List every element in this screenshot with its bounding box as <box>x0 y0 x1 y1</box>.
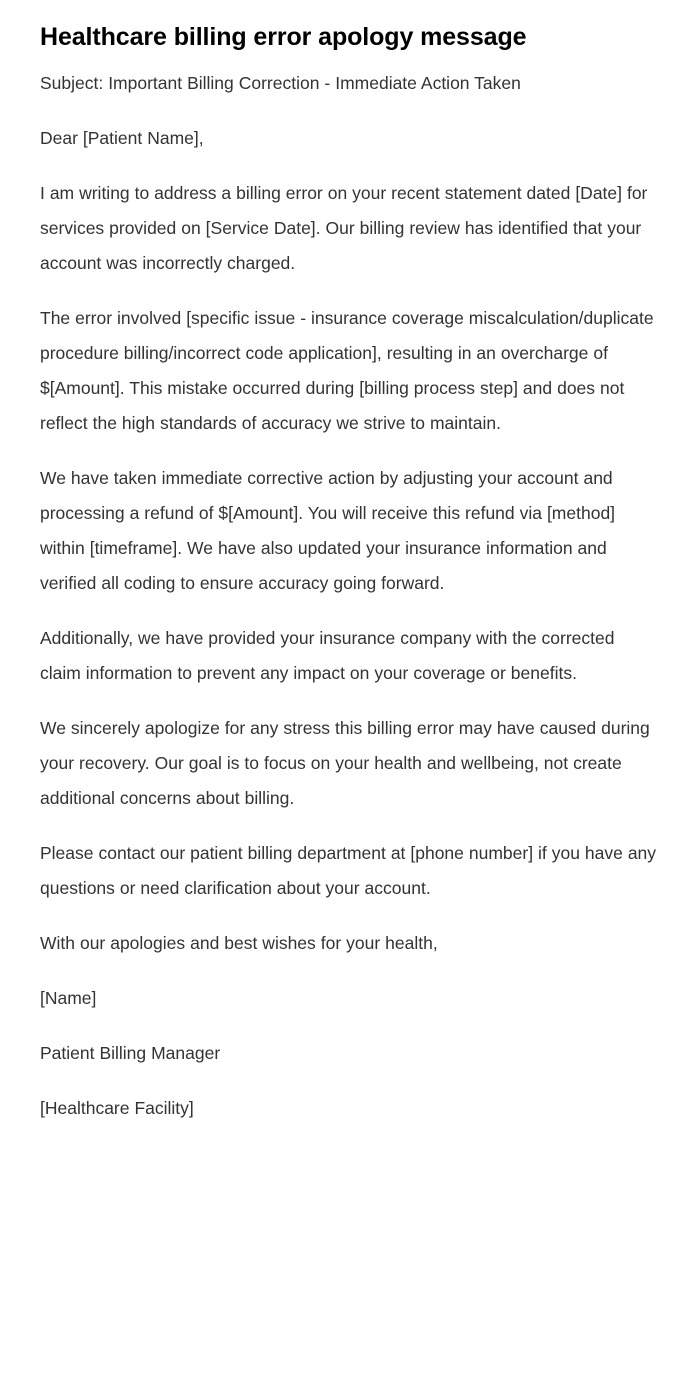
paragraph-closing-line: With our apologies and best wishes for your health, <box>40 933 438 953</box>
paragraph-corrective-action: We have taken immediate corrective action by adjusting your account and processing a refund of $[Amount]. You will receive this refund via [method] within [timeframe]. We have also updated your insurance information and verified all coding to ensure accuracy going forward. <box>40 468 616 593</box>
page-title: Healthcare billing error apology message <box>40 23 527 51</box>
paragraph-salutation: Dear [Patient Name], <box>40 128 204 148</box>
paragraph-insurance-notification: Additionally, we have provided your insurance company with the corrected claim information to prevent any impact on your coverage or benefits. <box>40 628 615 683</box>
paragraph-subject-line: Subject: Important Billing Correction - Immediate Action Taken <box>40 73 521 93</box>
paragraph-apology: We sincerely apologize for any stress this billing error may have caused during your recovery. Our goal is to focus on your health and wellbeing, not create additional concerns about billing. <box>40 718 650 808</box>
paragraph-contact: Please contact our patient billing department at [phone number] if you have any questions or need clarification about your account. <box>40 843 657 898</box>
letter-body <box>40 66 660 1126</box>
signature-organization: [Healthcare Facility] <box>40 1098 194 1118</box>
signature-title: Patient Billing Manager <box>40 1043 221 1063</box>
paragraph-intro: I am writing to address a billing error on your recent statement dated [Date] for services provided on [Service Date]. Our billing review has identified that your account was incorrectly charged. <box>40 183 648 273</box>
paragraph-error-description: The error involved [specific issue - insurance coverage miscalculation/duplicate procedure billing/incorrect code application], resulting in an overcharge of $[Amount]. This mistake occurred during [billing process step] and does not reflect the high standards of accuracy we strive to maintain. <box>40 308 654 433</box>
signature-name: [Name] <box>40 988 97 1008</box>
